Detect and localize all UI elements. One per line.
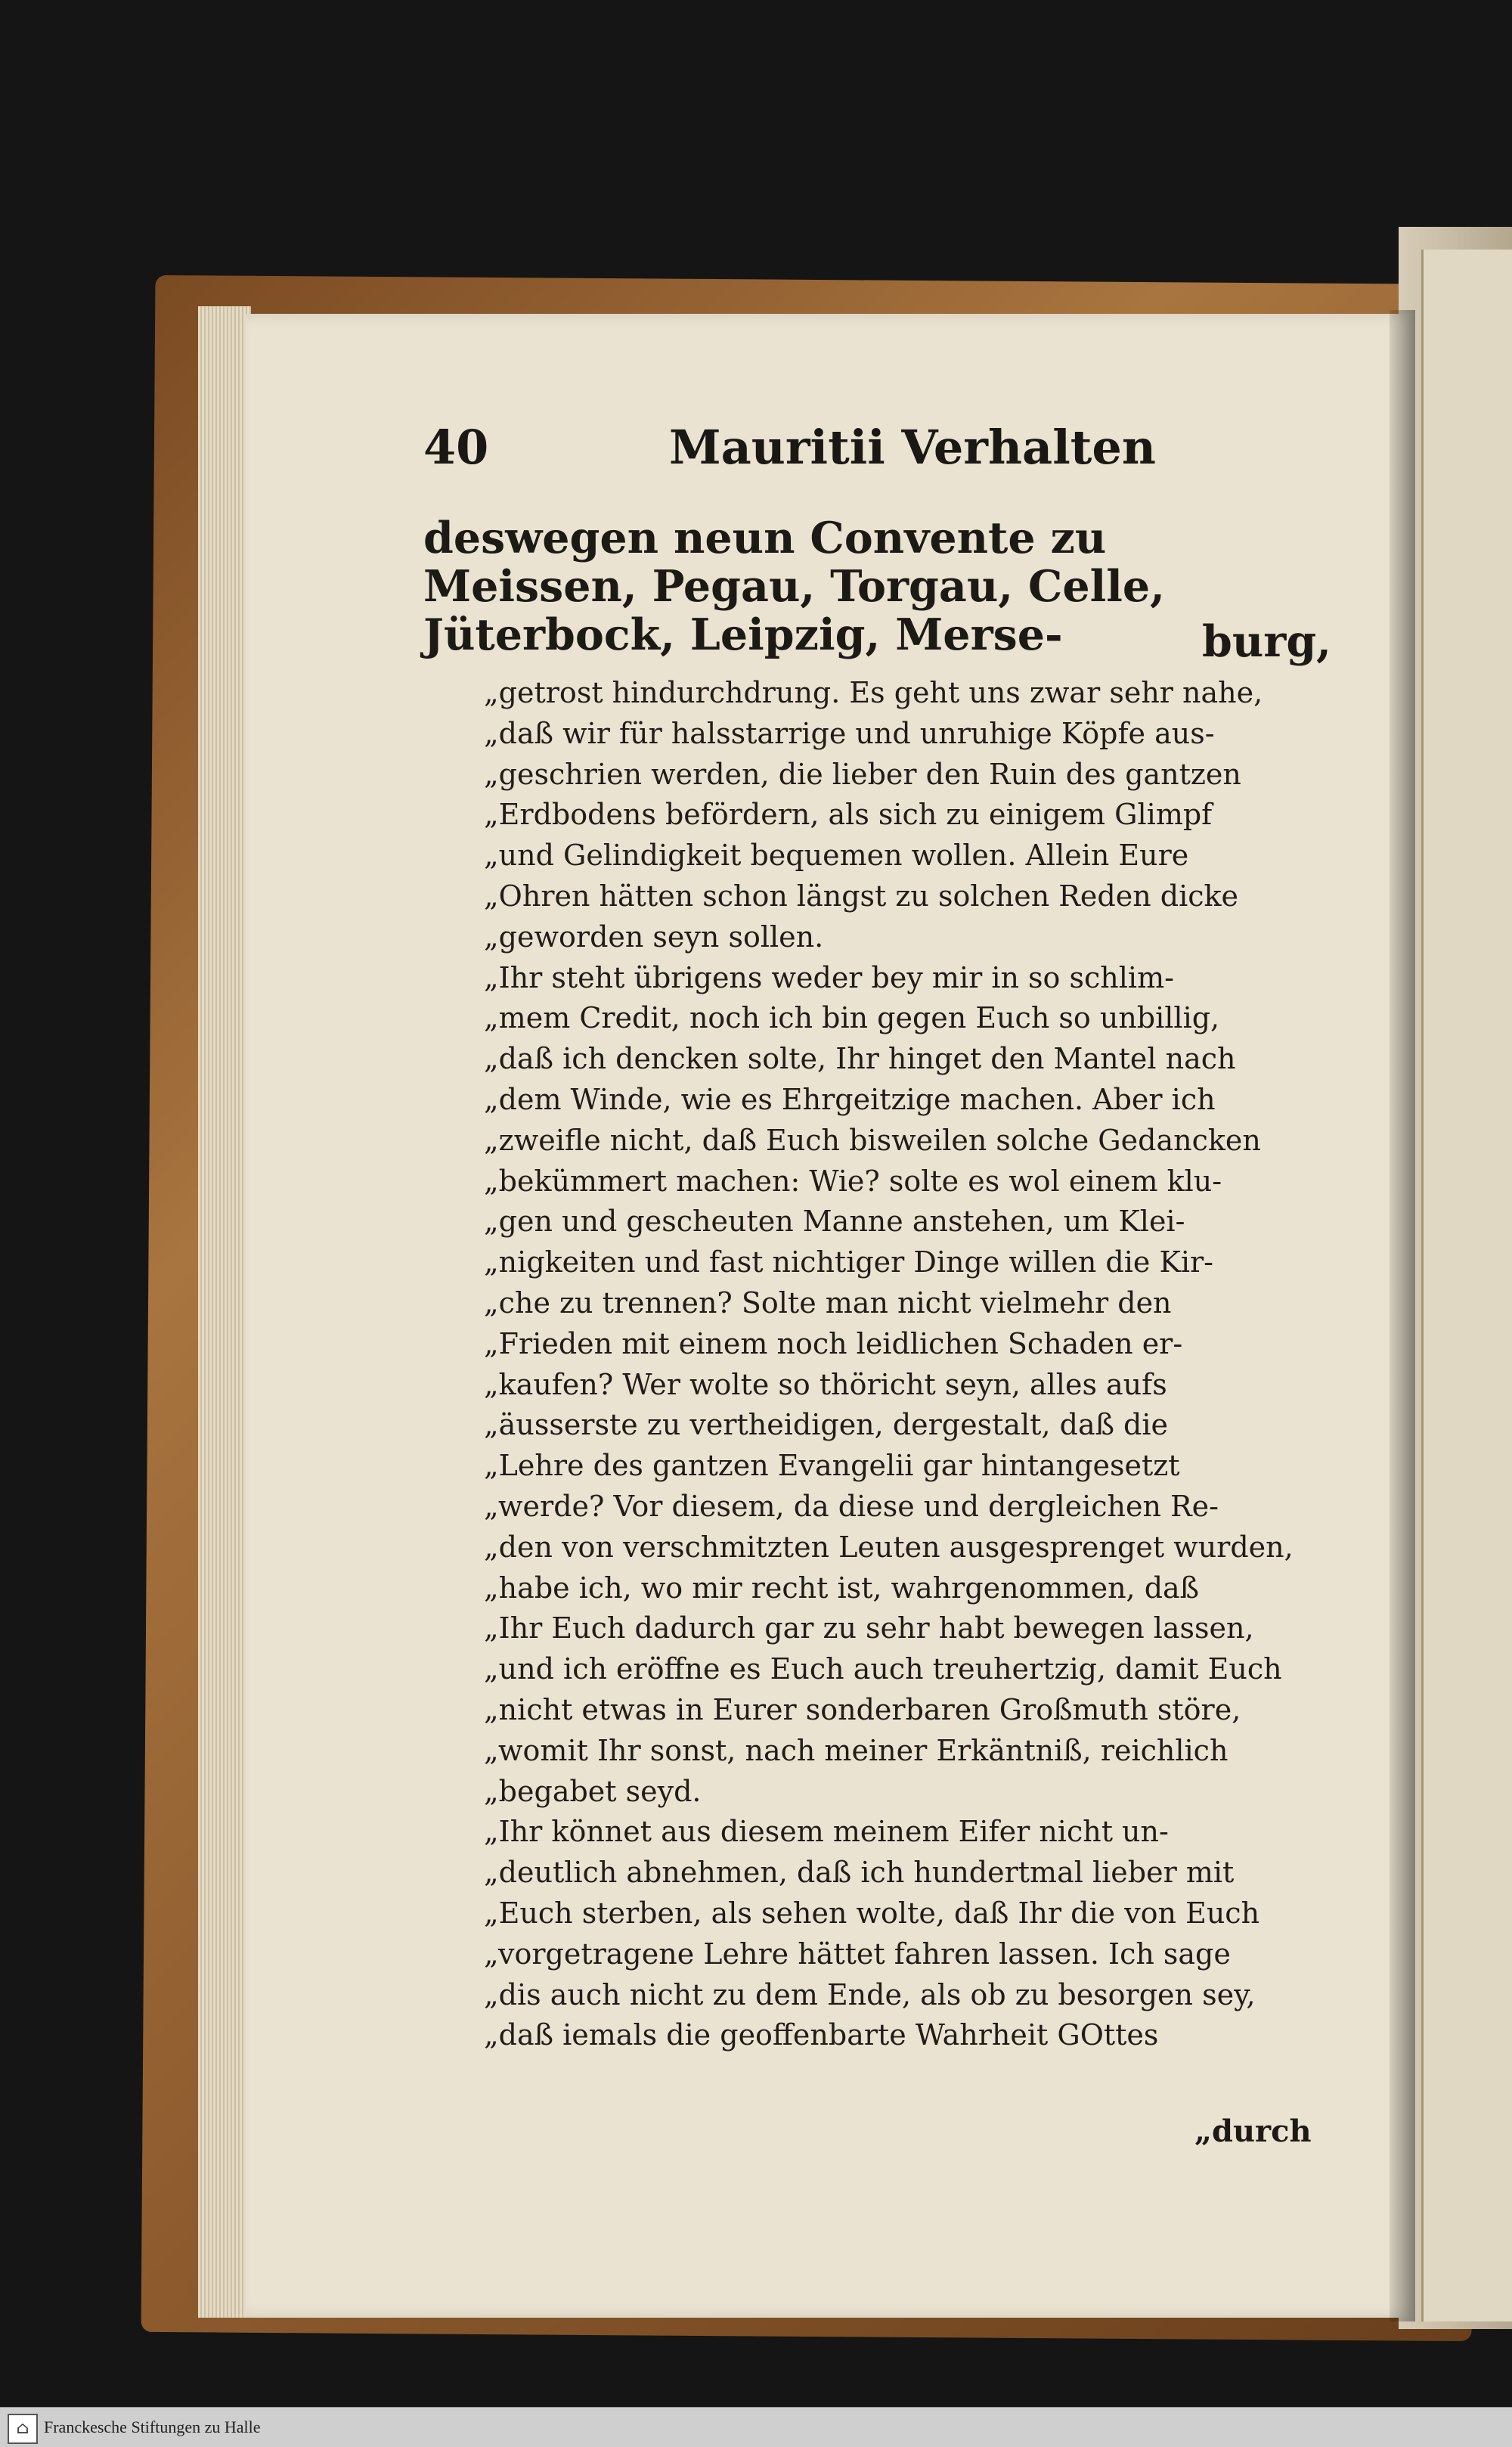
opening-lines: deswegen neun Convente zu Meissen, Pegau, Torgau, Celle, Jüterbock, Leipzig, Merse- (423, 513, 1165, 660)
text-line: „gen und gescheuten Manne anstehen, um Klei- (484, 1205, 1185, 1239)
text-line: „kaufen? Wer wolte so thöricht seyn, alles aufs (484, 1367, 1167, 1401)
page-header (423, 420, 1315, 488)
footer-credit: Franckesche Stiftungen zu Halle (44, 2418, 261, 2436)
text-line: „vorgetragene Lehre hättet fahren lassen. Ich sage (484, 1937, 1231, 1971)
text-line: „zweifle nicht, daß Euch bisweilen solche Gedancken (484, 1123, 1261, 1157)
text-line: „Euch sterben, als sehen wolte, daß Ihr die von Euch (484, 1896, 1260, 1930)
text-line: „Ihr steht übrigens weder bey mir in so schlim- (484, 960, 1174, 994)
page-edges (198, 306, 251, 2318)
catchword-top: burg, (1202, 616, 1332, 667)
body-text (484, 673, 1312, 2056)
text-line: „daß iemals die geoffenbarte Wahrheit GOttes (484, 2018, 1159, 2052)
text-line: „Ohren hätten schon längst zu solchen Reden dicke (484, 879, 1239, 913)
text-line: „habe ich, wo mir recht ist, wahrgenommen, daß (484, 1571, 1200, 1605)
text-line: „nicht etwas in Eurer sonderbaren Großmuth störe, (484, 1692, 1241, 1726)
text-line: „begabet seyd. (484, 1774, 702, 1808)
text-line: „den von verschmitzten Leuten ausgesprenget wurden, (484, 1530, 1294, 1564)
text-line: „Frieden mit einem noch leidlichen Schaden er- (484, 1326, 1183, 1360)
text-line: „und ich eröffne es Euch auch treuhertzig, damit Euch (484, 1652, 1282, 1686)
text-line: „Lehre des gantzen Evangelii gar hintangesetzt (484, 1449, 1180, 1483)
text-line: „daß wir für halsstarrige und unruhige Köpfe aus- (484, 716, 1215, 750)
text-line: „geworden seyn sollen. (484, 920, 824, 954)
text-line: „nigkeiten und fast nichtiger Dinge willen die Kir- (484, 1245, 1214, 1279)
running-head: Mauritii Verhalten (669, 420, 1156, 475)
text-line: „womit Ihr sonst, nach meiner Erkäntniß, reichlich (484, 1733, 1228, 1767)
text-line: „daß ich dencken solte, Ihr hinget den Mantel nach (484, 1042, 1236, 1076)
facing-page (1421, 250, 1512, 2321)
text-line: „dem Winde, wie es Ehrgeitzige machen. Aber ich (484, 1082, 1216, 1116)
text-line: „che zu trennen? Solte man nicht vielmehr den (484, 1286, 1172, 1320)
institution-logo-icon: ⌂ (8, 2414, 38, 2444)
text-line: „Ihr Euch dadurch gar zu sehr habt bewegen lassen, (484, 1611, 1254, 1645)
text-line: „mem Credit, noch ich bin gegen Euch so unbillig, (484, 1001, 1220, 1035)
catchword-bottom: „durch (1194, 2114, 1312, 2149)
text-line: „deutlich abnehmen, daß ich hundertmal lieber mit (484, 1856, 1235, 1890)
text-line: „bekümmert machen: Wie? solte es wol einem klu- (484, 1164, 1222, 1198)
footer-bar (0, 2407, 1512, 2447)
text-line: „werde? Vor diesem, da diese und dergleichen Re- (484, 1489, 1219, 1523)
text-line: „Ihr könnet aus diesem meinem Eifer nicht un- (484, 1815, 1169, 1849)
page-number: 40 (423, 420, 489, 475)
text-line: „äusserste zu vertheidigen, dergestalt, daß die (484, 1408, 1169, 1442)
text-line: „Erdbodens befördern, als sich zu einigem Glimpf (484, 798, 1213, 832)
text-line: „getrost hindurchdrung. Es geht uns zwar sehr nahe, (484, 676, 1263, 709)
text-line: „dis auch nicht zu dem Ende, als ob zu besorgen sey, (484, 1977, 1256, 2011)
page-gutter (1390, 310, 1415, 2321)
text-line: „geschrien werden, die lieber den Ruin des gantzen (484, 757, 1241, 791)
text-line: „und Gelindigkeit bequemen wollen. Allein Eure (484, 839, 1189, 873)
